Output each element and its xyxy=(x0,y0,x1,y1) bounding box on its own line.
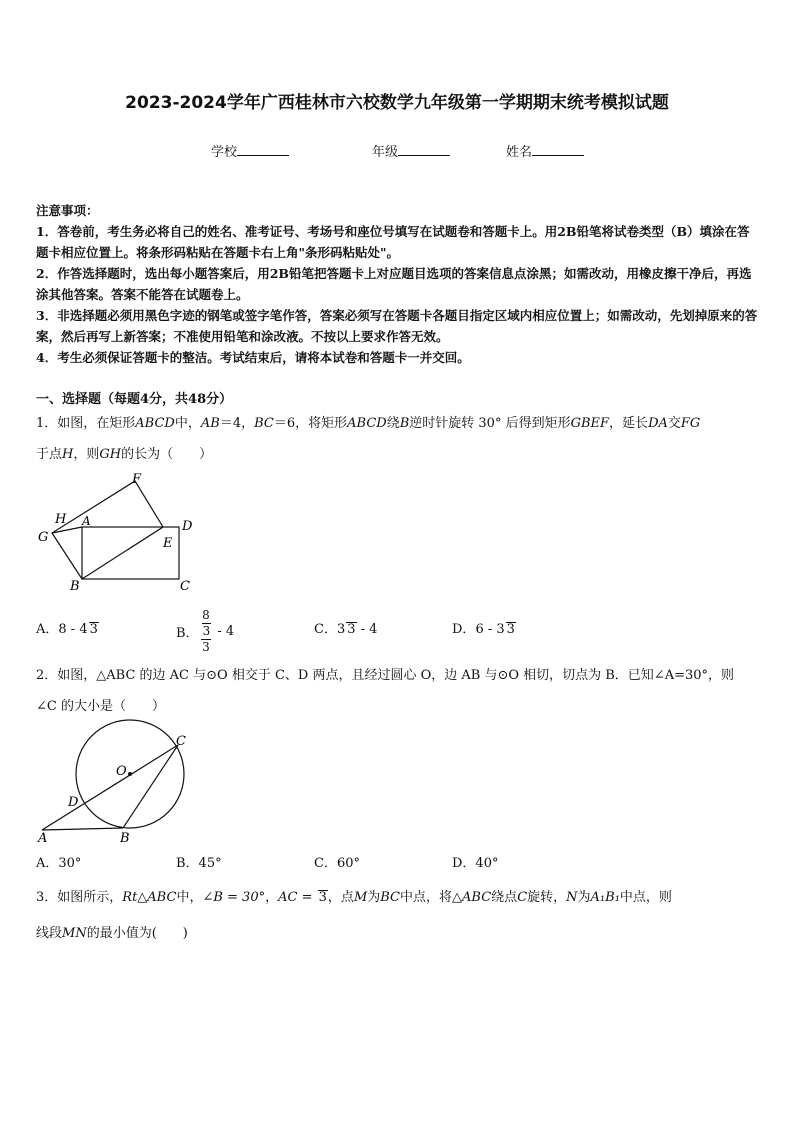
notice-item: 4．考生必须保证答题卡的整洁。考试结束后，请将本试卷和答题卡一并交回。 xyxy=(36,350,470,365)
option-a[interactable]: A．30° xyxy=(36,856,82,871)
grade-field[interactable]: 年级 xyxy=(372,141,450,160)
question-2-line-2: ∠C 的大小是（ ） xyxy=(36,699,165,714)
label-G: G xyxy=(38,530,49,545)
question-1 xyxy=(36,408,760,470)
notice-heading: 注意事项： xyxy=(36,203,99,218)
question-2-figure xyxy=(30,718,200,850)
name-field[interactable]: 姓名 xyxy=(506,141,584,160)
notice-block xyxy=(36,200,762,368)
option-a[interactable]: A．8 - 4 3 xyxy=(36,622,98,637)
option-d[interactable]: D．40° xyxy=(452,856,499,871)
label-A: A xyxy=(38,831,48,846)
question-3 xyxy=(36,882,760,949)
notice-item: 1．答卷前，考生务必将自己的姓名、准考证号、考场号和座位号填写在试题卷和答题卡上。用2B铅笔将试卷类型（B）填涂在答题卡相应位置上。将条形码粘贴在答题卡右上角"条形码粘贴处"。 xyxy=(36,224,750,260)
question-2 xyxy=(36,660,760,722)
question-1-options xyxy=(36,608,760,654)
label-B: B xyxy=(120,831,130,846)
section-heading: 一、选择题（每题4分，共48分） xyxy=(36,392,233,407)
option-b[interactable]: B．45° xyxy=(176,856,222,871)
school-field[interactable]: 学校 xyxy=(211,141,289,160)
question-3-line-2: 线段MN的最小值为( ) xyxy=(36,926,188,941)
label-D: D xyxy=(182,519,193,534)
question-2-options xyxy=(36,852,760,876)
option-b[interactable]: B． 8 3 3 - 4 xyxy=(176,608,235,654)
page-title: 2023-2024学年广西桂林市六校数学九年级第一学期期末统考模拟试题 xyxy=(125,93,669,113)
question-1-line-1: 1．如图，在矩形ABCD中，AB＝4，BC＝6，将矩形ABCD绕B逆时针旋转 30° 后得到矩形GBEF，延长DA交FG xyxy=(36,416,701,431)
option-c[interactable]: C．3 3 - 4 xyxy=(314,622,378,637)
option-d[interactable]: D．6 - 3 3 xyxy=(452,622,515,637)
label-C: C xyxy=(180,579,190,594)
label-D: D xyxy=(68,795,79,810)
notice-item: 3．非选择题必须用黑色字迹的钢笔或签字笔作答，答案必须写在答题卡各题目指定区域内相应位置上；如需改动，先划掉原来的答案，然后再写上新答案；不准使用铅笔和涂改液。不按以上要求作答无效。 xyxy=(36,308,758,344)
label-H: H xyxy=(55,512,67,527)
label-O: O xyxy=(116,764,127,779)
question-1-line-2: 于点H，则GH的长为（ ） xyxy=(36,447,213,462)
label-A: A xyxy=(82,514,91,528)
question-1-figure xyxy=(30,470,205,595)
label-B: B xyxy=(70,579,80,594)
option-c[interactable]: C．60° xyxy=(314,856,360,871)
label-F: F xyxy=(132,472,142,487)
label-C: C xyxy=(176,734,186,749)
question-2-line-1: 2．如图，△ABC 的边 AC 与⊙O 相交于 C、D 两点，且经过圆心 O，边 AB 与⊙O 相切，切点为 B．已知∠A=30°，则 xyxy=(36,668,735,683)
label-E: E xyxy=(163,536,173,551)
notice-item: 2．作答选择题时，选出每小题答案后，用2B铅笔把答题卡上对应题目选项的答案信息点涂黑；如需改动，用橡皮擦干净后，再选涂其他答案。答案不能答在试题卷上。 xyxy=(36,266,752,302)
question-3-line-1: 3．如图所示，Rt△ABC中，∠B = 30°，AC = 3，点M为BC中点，将△ABC绕点C旋转，N为A₁B₁中点，则 xyxy=(36,890,672,905)
